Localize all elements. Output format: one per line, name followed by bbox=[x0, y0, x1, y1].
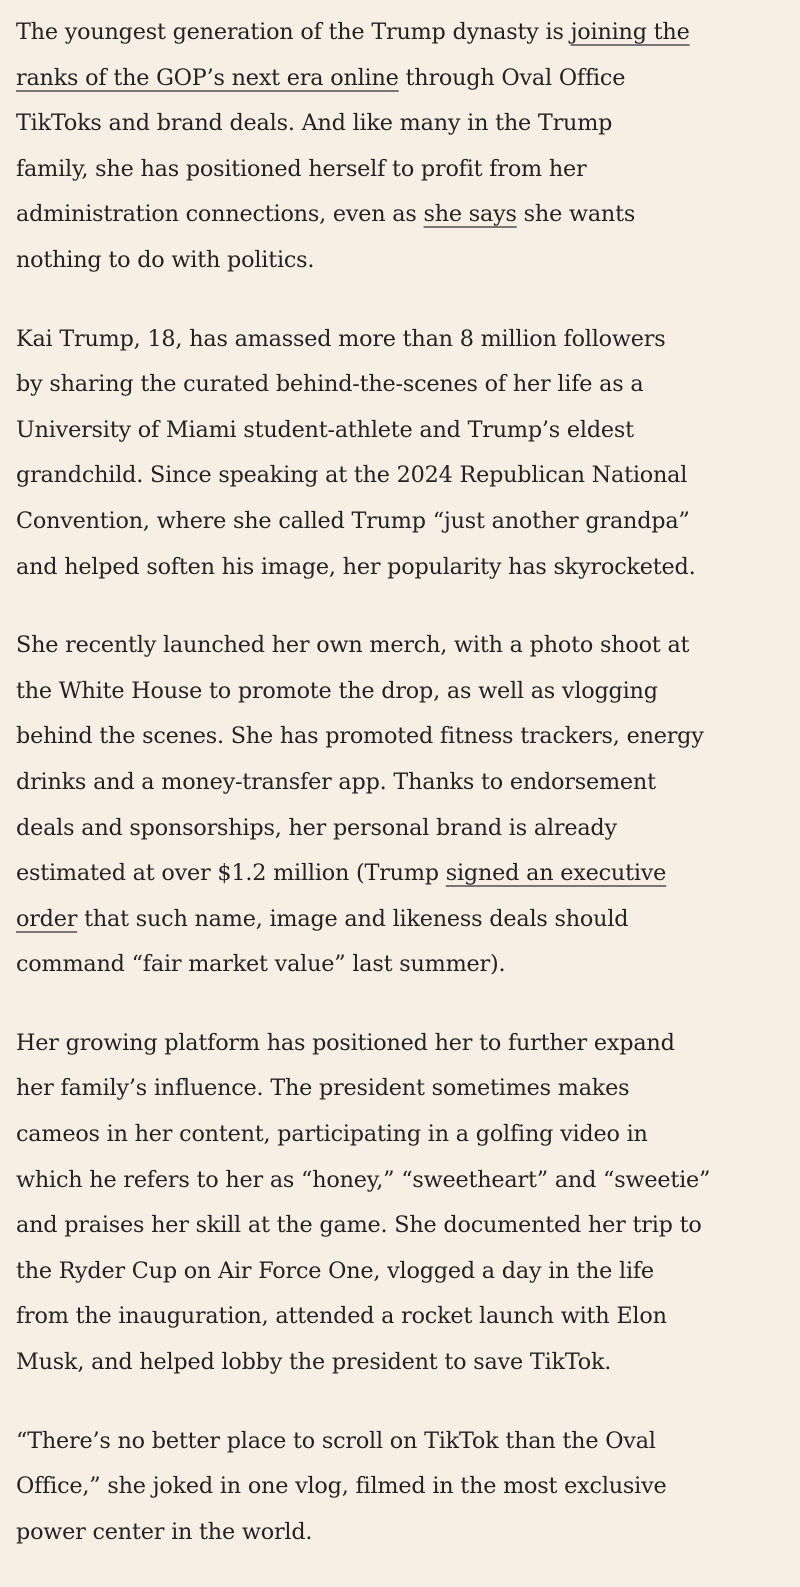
text-segment: by sharing the curated behind-the-scenes of her life as a bbox=[16, 371, 644, 398]
inline-link[interactable]: order bbox=[16, 905, 78, 932]
text-segment: University of Miami student-athlete and Trump’s eldest bbox=[16, 416, 634, 443]
text-line bbox=[16, 408, 800, 454]
inline-link[interactable]: signed an executive bbox=[445, 860, 667, 887]
text-line bbox=[16, 1066, 800, 1112]
text-line bbox=[16, 623, 800, 669]
text-line bbox=[16, 10, 800, 56]
text-segment: that such name, image and likeness deals should bbox=[77, 905, 629, 932]
text-segment: through Oval Office bbox=[398, 64, 626, 91]
text-segment: cameos in her content, participating in a golfing video in bbox=[16, 1121, 648, 1148]
text-line bbox=[16, 851, 800, 897]
text-segment: and helped soften his image, her popularity has skyrocketed. bbox=[16, 553, 696, 580]
text-segment: “There’s no better place to scroll on TikTok than the Oval bbox=[16, 1427, 656, 1454]
article-paragraph bbox=[16, 1419, 800, 1556]
text-segment: Kai Trump, 18, has amassed more than 8 million followers bbox=[16, 325, 666, 352]
text-line bbox=[16, 1021, 800, 1067]
text-segment: from the inauguration, attended a rocket launch with Elon bbox=[16, 1303, 667, 1330]
text-line bbox=[16, 362, 800, 408]
article-paragraph bbox=[16, 623, 800, 988]
text-line bbox=[16, 147, 800, 193]
text-segment: The youngest generation of the Trump dynasty is bbox=[16, 19, 571, 45]
text-segment: family, she has positioned herself to profit from her bbox=[16, 155, 587, 182]
text-line bbox=[16, 1203, 800, 1249]
text-line bbox=[16, 1112, 800, 1158]
text-segment: and praises her skill at the game. She documented her trip to bbox=[16, 1212, 702, 1239]
text-segment: Musk, and helped lobby the president to save TikTok. bbox=[16, 1349, 612, 1376]
text-segment: TikToks and brand deals. And like many in the Trump bbox=[16, 110, 613, 137]
text-line bbox=[16, 1158, 800, 1204]
text-segment: behind the scenes. She has promoted fitness trackers, energy bbox=[16, 723, 704, 750]
text-segment: Convention, where she called Trump “just another grandpa” bbox=[16, 507, 690, 534]
text-line bbox=[16, 714, 800, 760]
text-line bbox=[16, 238, 800, 284]
text-line bbox=[16, 1340, 800, 1386]
text-line bbox=[16, 453, 800, 499]
text-line bbox=[16, 1464, 800, 1510]
text-line bbox=[16, 1294, 800, 1340]
text-line bbox=[16, 1249, 800, 1295]
text-segment: estimated at over $1.2 million (Trump bbox=[16, 860, 446, 887]
article-paragraph bbox=[16, 10, 800, 284]
inline-link[interactable]: she says bbox=[423, 201, 517, 228]
text-line bbox=[16, 942, 800, 988]
text-line bbox=[16, 806, 800, 852]
article-paragraph bbox=[16, 317, 800, 591]
text-line bbox=[16, 1510, 800, 1556]
text-segment: drinks and a money-transfer app. Thanks to endorsement bbox=[16, 768, 656, 795]
text-line bbox=[16, 192, 800, 238]
text-segment: command “fair market value” last summer). bbox=[16, 951, 506, 978]
text-segment: administration connections, even as bbox=[16, 201, 424, 228]
inline-link[interactable]: joining the bbox=[570, 19, 690, 45]
text-segment: deals and sponsorships, her personal brand is already bbox=[16, 814, 617, 841]
text-segment: Her growing platform has positioned her to further expand bbox=[16, 1029, 675, 1056]
text-line bbox=[16, 499, 800, 545]
inline-link[interactable]: ranks of the GOP’s next era online bbox=[16, 64, 399, 91]
article-paragraph bbox=[16, 1021, 800, 1386]
text-segment: she wants bbox=[516, 201, 636, 228]
text-segment: She recently launched her own merch, with a photo shoot at bbox=[16, 632, 690, 659]
text-line bbox=[16, 317, 800, 363]
text-segment: nothing to do with politics. bbox=[16, 246, 315, 273]
text-line bbox=[16, 1419, 800, 1465]
text-line bbox=[16, 56, 800, 102]
text-segment: grandchild. Since speaking at the 2024 Republican National bbox=[16, 462, 688, 489]
text-line bbox=[16, 760, 800, 806]
text-segment: Office,” she joked in one vlog, filmed in the most exclusive bbox=[16, 1473, 667, 1500]
text-segment: her family’s influence. The president sometimes makes bbox=[16, 1075, 630, 1102]
text-segment: power center in the world. bbox=[16, 1518, 313, 1545]
text-line bbox=[16, 545, 800, 591]
text-segment: which he refers to her as “honey,” “sweetheart” and “sweetie” bbox=[16, 1166, 711, 1193]
text-segment: the White House to promote the drop, as well as vlogging bbox=[16, 677, 658, 704]
text-line bbox=[16, 669, 800, 715]
text-segment: the Ryder Cup on Air Force One, vlogged a day in the life bbox=[16, 1257, 654, 1284]
text-line bbox=[16, 101, 800, 147]
text-line bbox=[16, 897, 800, 943]
